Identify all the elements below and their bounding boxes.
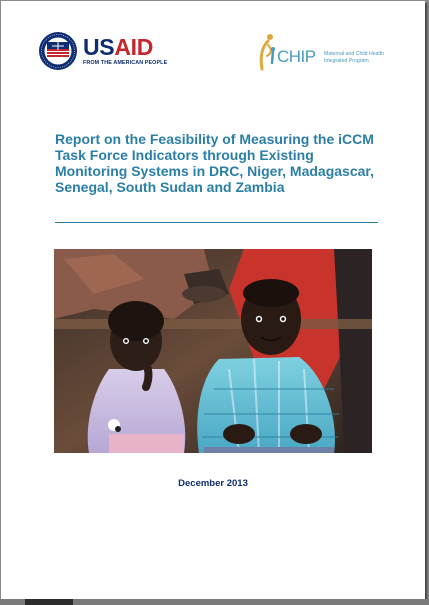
mchip-tagline: Maternal and Child Health Integrated Program <box>324 51 384 64</box>
viewer-scroll-thumb[interactable] <box>25 599 73 605</box>
mchip-mother-child-icon <box>255 33 279 71</box>
usaid-wordmark <box>83 35 153 59</box>
report-title: Report on the Feasibility of Measuring the iCCM Task Force Indicators through Existing Monitoring Systems in DRC, Niger, Madagascar, Senegal, South Sudan and Zambia <box>55 131 374 195</box>
usaid-logo <box>38 31 178 75</box>
usaid-wordmark-aid: AID <box>114 34 154 60</box>
cover-photo-children <box>54 249 372 453</box>
usaid-seal-icon <box>38 31 78 71</box>
title-divider <box>55 222 378 223</box>
mchip-wordmark: CHIP <box>277 47 316 66</box>
usaid-wordmark-us: US <box>83 34 115 60</box>
usaid-tagline: FROM THE AMERICAN PEOPLE <box>83 60 168 66</box>
report-date: December 2013 <box>178 478 248 489</box>
mchip-logo <box>255 31 395 75</box>
report-cover-page <box>1 1 425 599</box>
